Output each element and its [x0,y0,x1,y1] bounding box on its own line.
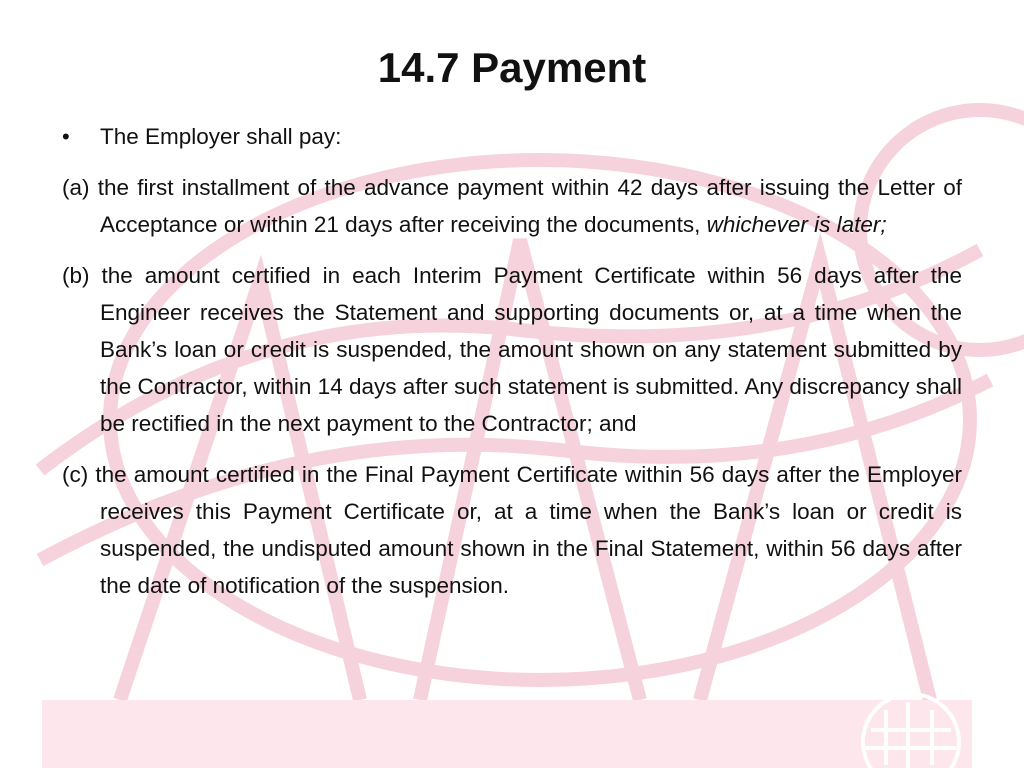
clause-b [62,257,962,442]
slide-title: 14.7 Payment [377,44,647,91]
bullet-item [62,118,962,155]
clause-c [62,456,962,604]
clause-text: the amount certified in each Interim Payment Certificate within 56 days after the Engineer receives the Statement and supporting documents or, at a time when the Bank’s loan or credit is suspended, the amount shown on any statement submitted by the Contractor, within 14 days after such statement is submitted. Any discrepancy shall be rectified in the next payment to the Contractor; and [100,263,962,436]
fidic-logo-icon [846,690,976,768]
clause-text: the first installment of the advance payment within 42 days after issuing the Letter of Acceptance or within 21 days after receiving the documents, [97,175,962,237]
clause-a [62,169,962,243]
clause-label: (b) [62,263,90,288]
slide-body [62,118,962,618]
footer-band [42,700,972,768]
clause-label: (c) [62,462,89,487]
clause-label: (a) [62,175,90,200]
clause-text: the amount certified in the Final Payment Certificate within 56 days after the Employer receives this Payment Certificate or, at a time when the Bank’s loan or credit is suspended, the undisputed amount shown in the Final Statement, within 56 days after the date of notification of the suspension. [95,462,962,598]
bullet-text: The Employer shall pay: [100,124,342,149]
bullet-icon: • [62,124,70,149]
clause-italic-text: whichever is later; [706,212,887,237]
